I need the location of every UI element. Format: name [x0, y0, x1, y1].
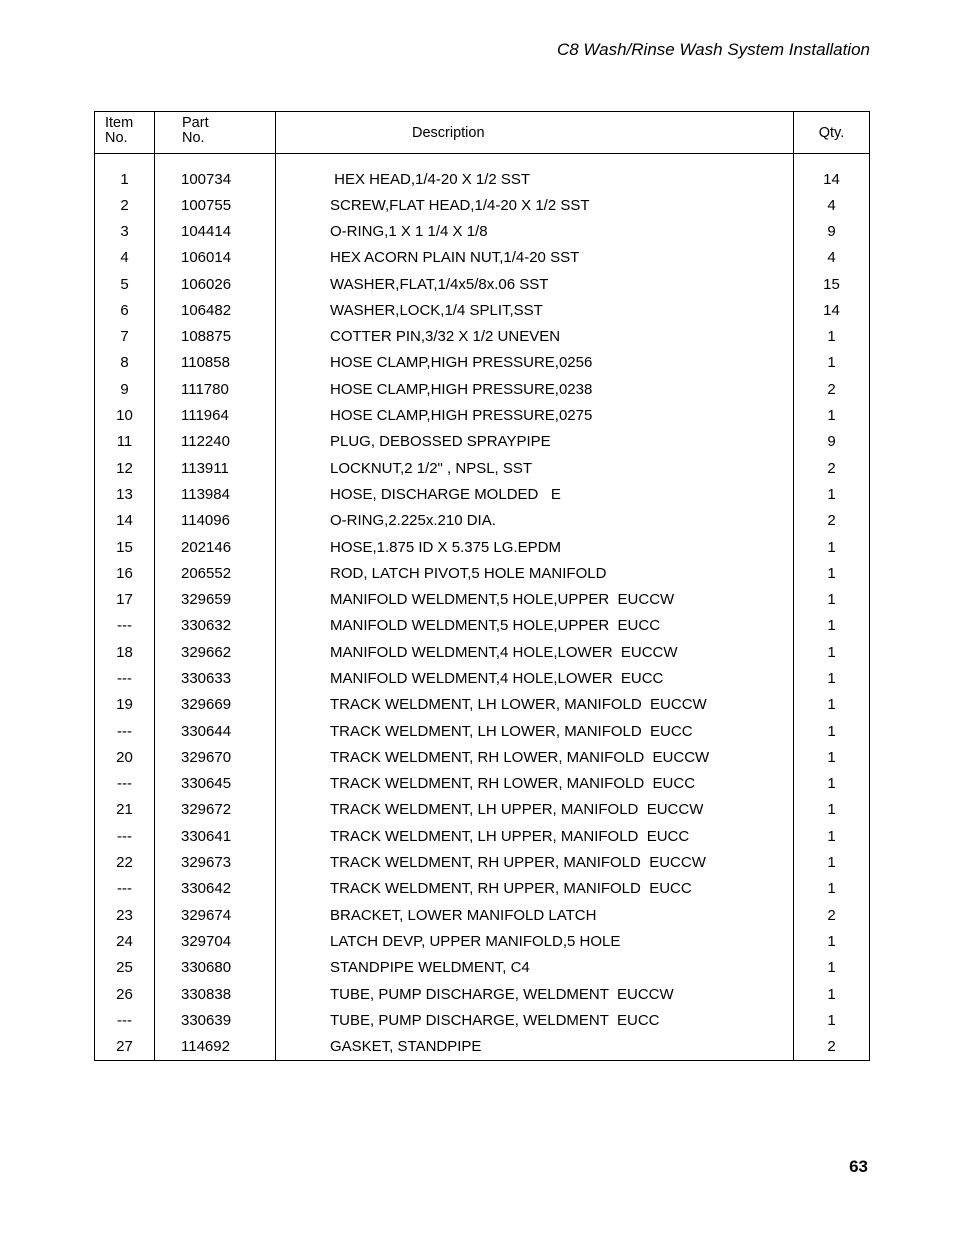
- column-header-description: Description: [276, 112, 794, 153]
- description-cell: HOSE, DISCHARGE MOLDED E: [276, 481, 794, 507]
- item-no-cell: 22: [95, 849, 155, 875]
- item-no-cell: 7: [95, 323, 155, 349]
- qty-cell: 1: [827, 485, 836, 503]
- table-row: [95, 928, 869, 954]
- table-row: [95, 586, 869, 612]
- qty-cell: 1: [827, 617, 836, 635]
- table-row: [95, 981, 869, 1007]
- column-header-qty: Qty.: [818, 124, 845, 141]
- qty-cell: 14: [823, 301, 840, 319]
- description-cell: HEX ACORN PLAIN NUT,1/4-20 SST: [276, 245, 794, 271]
- table-row: [95, 1034, 869, 1060]
- part-no-cell: 329670: [155, 744, 276, 770]
- table-body: [95, 154, 869, 1060]
- item-no-cell: 4: [95, 245, 155, 271]
- description-cell: TRACK WELDMENT, LH LOWER, MANIFOLD EUCCW: [276, 692, 794, 718]
- description-cell: GASKET, STANDPIPE: [276, 1034, 794, 1060]
- table-row: [95, 1007, 869, 1033]
- description-cell: TUBE, PUMP DISCHARGE, WELDMENT EUCCW: [276, 981, 794, 1007]
- part-no-cell: 329669: [155, 692, 276, 718]
- table-row: [95, 508, 869, 534]
- part-no-cell: 110858: [155, 350, 276, 376]
- item-no-cell: 13: [95, 481, 155, 507]
- part-no-cell: 202146: [155, 534, 276, 560]
- description-cell: HOSE CLAMP,HIGH PRESSURE,0238: [276, 376, 794, 402]
- table-row: [95, 692, 869, 718]
- table-row: [95, 350, 869, 376]
- item-no-cell: ---: [95, 613, 155, 639]
- part-no-cell: 330680: [155, 955, 276, 981]
- item-no-cell: ---: [95, 718, 155, 744]
- description-cell: MANIFOLD WELDMENT,5 HOLE,UPPER EUCCW: [276, 586, 794, 612]
- table-row: [95, 245, 869, 271]
- item-no-cell: 5: [95, 271, 155, 297]
- part-no-cell: 100734: [155, 154, 276, 192]
- item-no-cell: 1: [95, 154, 155, 192]
- item-no-cell: ---: [95, 665, 155, 691]
- qty-cell: 1: [827, 959, 836, 977]
- table-row: [95, 718, 869, 744]
- table-row: [95, 402, 869, 428]
- qty-cell: 1: [827, 722, 836, 740]
- item-no-cell: 6: [95, 297, 155, 323]
- table-row: [95, 665, 869, 691]
- part-no-cell: 330632: [155, 613, 276, 639]
- description-cell: MANIFOLD WELDMENT,5 HOLE,UPPER EUCC: [276, 613, 794, 639]
- part-no-cell: 329673: [155, 849, 276, 875]
- description-cell: HOSE,1.875 ID X 5.375 LG.EPDM: [276, 534, 794, 560]
- description-cell: HOSE CLAMP,HIGH PRESSURE,0256: [276, 350, 794, 376]
- description-cell: TRACK WELDMENT, LH UPPER, MANIFOLD EUCC: [276, 823, 794, 849]
- item-no-cell: 27: [95, 1034, 155, 1060]
- parts-table: [94, 111, 870, 1061]
- table-row: [95, 876, 869, 902]
- qty-cell: 1: [827, 643, 836, 661]
- item-no-cell: 3: [95, 218, 155, 244]
- qty-cell: 4: [827, 196, 836, 214]
- part-no-cell: 112240: [155, 429, 276, 455]
- table-row: [95, 271, 869, 297]
- part-no-cell: 114096: [155, 508, 276, 534]
- item-no-cell: 10: [95, 402, 155, 428]
- page-number: 63: [849, 1157, 868, 1176]
- qty-cell: 1: [827, 854, 836, 872]
- qty-cell: 1: [827, 932, 836, 950]
- part-no-cell: 330645: [155, 771, 276, 797]
- qty-cell: 1: [827, 591, 836, 609]
- item-no-cell: ---: [95, 1007, 155, 1033]
- part-no-cell: 330639: [155, 1007, 276, 1033]
- table-row: [95, 297, 869, 323]
- description-cell: PLUG, DEBOSSED SPRAYPIPE: [276, 429, 794, 455]
- table-row: [95, 823, 869, 849]
- description-cell: TRACK WELDMENT, RH LOWER, MANIFOLD EUCC: [276, 771, 794, 797]
- qty-cell: 1: [827, 985, 836, 1003]
- table-row: [95, 481, 869, 507]
- part-no-cell: 330641: [155, 823, 276, 849]
- description-cell: TRACK WELDMENT, RH LOWER, MANIFOLD EUCCW: [276, 744, 794, 770]
- part-no-cell: 329674: [155, 902, 276, 928]
- part-no-cell: 206552: [155, 560, 276, 586]
- description-cell: TRACK WELDMENT, RH UPPER, MANIFOLD EUCCW: [276, 849, 794, 875]
- description-cell: SCREW,FLAT HEAD,1/4-20 X 1/2 SST: [276, 192, 794, 218]
- table-row: [95, 849, 869, 875]
- part-no-cell: 329704: [155, 928, 276, 954]
- table-row: [95, 154, 869, 192]
- qty-cell: 1: [827, 407, 836, 425]
- description-cell: TRACK WELDMENT, LH UPPER, MANIFOLD EUCCW: [276, 797, 794, 823]
- qty-cell: 1: [827, 669, 836, 687]
- part-no-cell: 330838: [155, 981, 276, 1007]
- table-row: [95, 534, 869, 560]
- item-no-cell: 11: [95, 429, 155, 455]
- description-cell: TRACK WELDMENT, RH UPPER, MANIFOLD EUCC: [276, 876, 794, 902]
- table-row: [95, 771, 869, 797]
- qty-cell: 1: [827, 801, 836, 819]
- item-no-cell: 14: [95, 508, 155, 534]
- table-row: [95, 455, 869, 481]
- table-row: [95, 955, 869, 981]
- description-cell: TUBE, PUMP DISCHARGE, WELDMENT EUCC: [276, 1007, 794, 1033]
- item-no-cell: 20: [95, 744, 155, 770]
- item-no-cell: 26: [95, 981, 155, 1007]
- part-no-cell: 106026: [155, 271, 276, 297]
- description-cell: LOCKNUT,2 1/2" , NPSL, SST: [276, 455, 794, 481]
- item-no-cell: ---: [95, 876, 155, 902]
- qty-cell: 2: [827, 906, 836, 924]
- qty-cell: 2: [827, 459, 836, 477]
- qty-cell: 15: [823, 275, 840, 293]
- part-no-cell: 329662: [155, 639, 276, 665]
- item-no-cell: ---: [95, 823, 155, 849]
- description-cell: LATCH DEVP, UPPER MANIFOLD,5 HOLE: [276, 928, 794, 954]
- table-row: [95, 376, 869, 402]
- table-row: [95, 218, 869, 244]
- table-row: [95, 902, 869, 928]
- description-cell: TRACK WELDMENT, LH LOWER, MANIFOLD EUCC: [276, 718, 794, 744]
- page-header-title: C8 Wash/Rinse Wash System Installation: [556, 40, 870, 59]
- table-row: [95, 744, 869, 770]
- qty-cell: 1: [827, 564, 836, 582]
- part-no-cell: 108875: [155, 323, 276, 349]
- description-cell: WASHER,LOCK,1/4 SPLIT,SST: [276, 297, 794, 323]
- qty-cell: 1: [827, 775, 836, 793]
- description-cell: COTTER PIN,3/32 X 1/2 UNEVEN: [276, 323, 794, 349]
- qty-cell: 9: [827, 222, 836, 240]
- qty-cell: 2: [827, 512, 836, 530]
- item-no-cell: 21: [95, 797, 155, 823]
- item-no-cell: 23: [95, 902, 155, 928]
- qty-cell: 2: [827, 380, 836, 398]
- column-header-item-no: Item No.: [95, 112, 155, 153]
- table-row: [95, 323, 869, 349]
- part-no-cell: 106014: [155, 245, 276, 271]
- qty-cell: 1: [827, 354, 836, 372]
- table-row: [95, 560, 869, 586]
- description-cell: HOSE CLAMP,HIGH PRESSURE,0275: [276, 402, 794, 428]
- qty-cell: 1: [827, 328, 836, 346]
- item-no-cell: 16: [95, 560, 155, 586]
- description-cell: STANDPIPE WELDMENT, C4: [276, 955, 794, 981]
- table-row: [95, 639, 869, 665]
- item-no-cell: 25: [95, 955, 155, 981]
- qty-cell: 14: [823, 170, 840, 188]
- table-row: [95, 797, 869, 823]
- table-row: [95, 613, 869, 639]
- qty-cell: 2: [827, 1038, 836, 1056]
- part-no-cell: 100755: [155, 192, 276, 218]
- part-no-cell: 330644: [155, 718, 276, 744]
- item-no-cell: 8: [95, 350, 155, 376]
- part-no-cell: 114692: [155, 1034, 276, 1060]
- table-header-row: [95, 112, 869, 154]
- qty-cell: 1: [827, 827, 836, 845]
- qty-cell: 9: [827, 433, 836, 451]
- column-header-part-no: Part No.: [155, 112, 276, 153]
- item-no-cell: 2: [95, 192, 155, 218]
- item-no-cell: 17: [95, 586, 155, 612]
- description-cell: ROD, LATCH PIVOT,5 HOLE MANIFOLD: [276, 560, 794, 586]
- qty-cell: 1: [827, 1011, 836, 1029]
- part-no-cell: 104414: [155, 218, 276, 244]
- part-no-cell: 111964: [155, 402, 276, 428]
- qty-cell: 4: [827, 249, 836, 267]
- part-no-cell: 329659: [155, 586, 276, 612]
- qty-cell: 1: [827, 538, 836, 556]
- part-no-cell: 106482: [155, 297, 276, 323]
- description-cell: WASHER,FLAT,1/4x5/8x.06 SST: [276, 271, 794, 297]
- part-no-cell: 329672: [155, 797, 276, 823]
- item-no-cell: 15: [95, 534, 155, 560]
- qty-cell: 1: [827, 748, 836, 766]
- description-cell: HEX HEAD,1/4-20 X 1/2 SST: [276, 154, 794, 192]
- table-row: [95, 192, 869, 218]
- description-cell: O-RING,1 X 1 1/4 X 1/8: [276, 218, 794, 244]
- item-no-cell: ---: [95, 771, 155, 797]
- item-no-cell: 18: [95, 639, 155, 665]
- item-no-cell: 9: [95, 376, 155, 402]
- part-no-cell: 113911: [155, 455, 276, 481]
- part-no-cell: 111780: [155, 376, 276, 402]
- qty-cell: 1: [827, 880, 836, 898]
- description-cell: BRACKET, LOWER MANIFOLD LATCH: [276, 902, 794, 928]
- description-cell: O-RING,2.225x.210 DIA.: [276, 508, 794, 534]
- item-no-cell: 19: [95, 692, 155, 718]
- part-no-cell: 113984: [155, 481, 276, 507]
- description-cell: MANIFOLD WELDMENT,4 HOLE,LOWER EUCC: [276, 665, 794, 691]
- part-no-cell: 330642: [155, 876, 276, 902]
- item-no-cell: 12: [95, 455, 155, 481]
- table-row: [95, 429, 869, 455]
- part-no-cell: 330633: [155, 665, 276, 691]
- item-no-cell: 24: [95, 928, 155, 954]
- description-cell: MANIFOLD WELDMENT,4 HOLE,LOWER EUCCW: [276, 639, 794, 665]
- qty-cell: 1: [827, 696, 836, 714]
